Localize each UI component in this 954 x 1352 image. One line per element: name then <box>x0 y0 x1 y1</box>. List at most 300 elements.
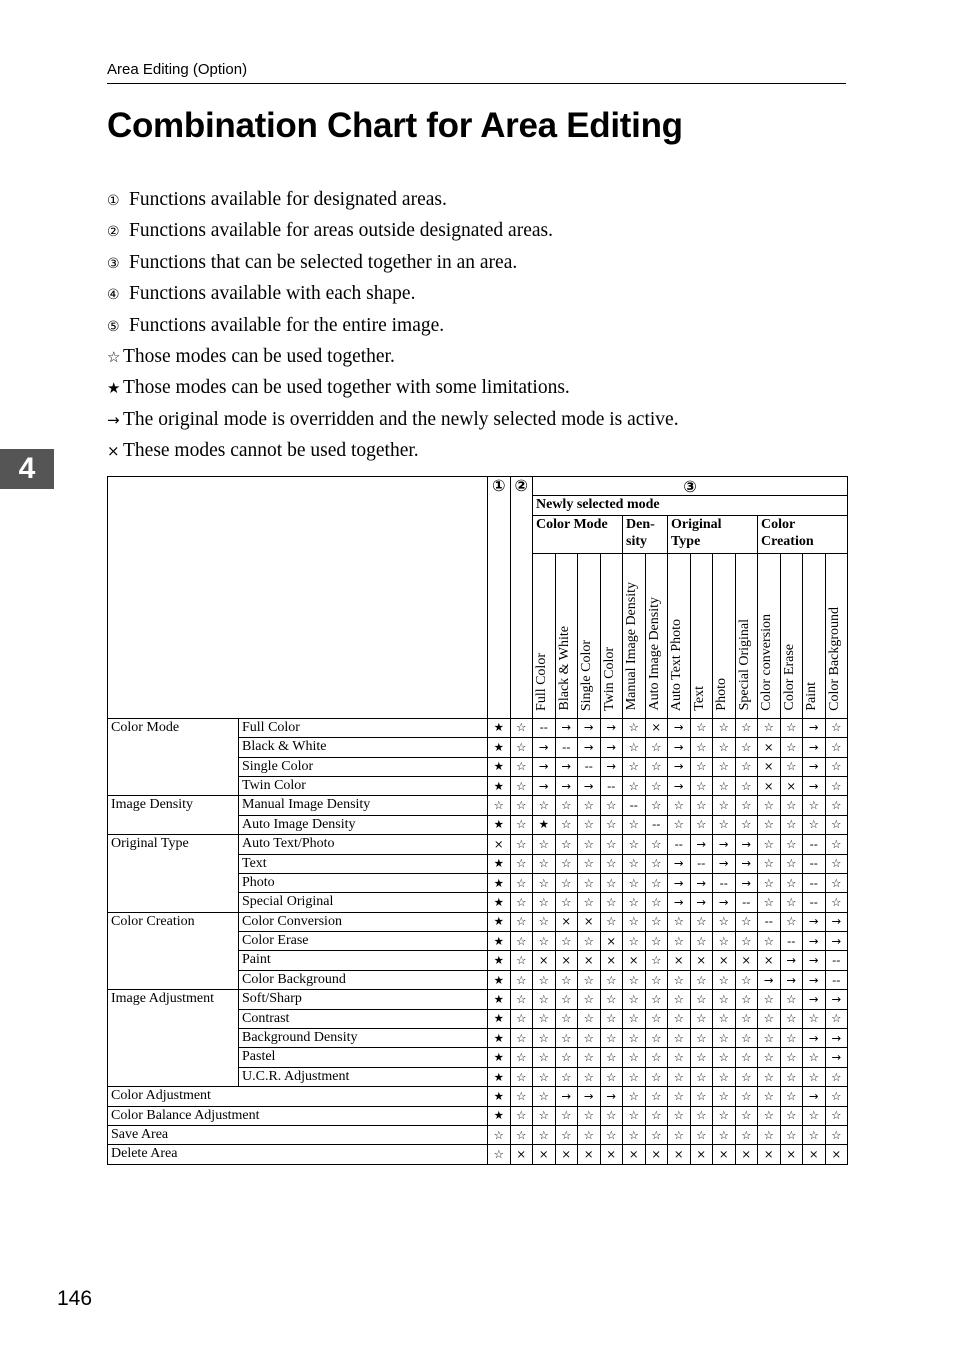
table-cell: ☆ <box>578 1009 601 1028</box>
table-cell: ☆ <box>623 970 646 989</box>
table-cell: → <box>555 1087 578 1106</box>
table-cell: ☆ <box>713 990 736 1009</box>
table-cell: → <box>803 776 826 795</box>
table-cell: ☆ <box>668 796 691 815</box>
table-cell: → <box>668 738 691 757</box>
table-cell: ☆ <box>713 1048 736 1067</box>
table-cell: ☆ <box>645 970 668 989</box>
table-cell: ☆ <box>780 835 803 854</box>
table-cell: ☆ <box>600 1125 623 1144</box>
table-cell: ☆ <box>758 873 781 892</box>
table-cell: → <box>803 718 826 737</box>
header-circle-1: ① <box>488 477 511 719</box>
table-cell: ☆ <box>645 1029 668 1048</box>
table-cell: ☆ <box>623 1067 646 1086</box>
table-cell: ☆ <box>645 776 668 795</box>
table-cell: ☆ <box>690 1087 713 1106</box>
table-cell: ★ <box>488 893 511 912</box>
table-cell: ☆ <box>510 738 533 757</box>
table-cell: ☆ <box>803 815 826 834</box>
table-cell: ☆ <box>780 1029 803 1048</box>
table-cell: ☆ <box>578 1029 601 1048</box>
column-header <box>803 553 826 718</box>
table-cell: ☆ <box>510 854 533 873</box>
column-header-label: Color Background <box>826 606 842 711</box>
table-cell: × <box>825 1145 848 1164</box>
row-label: Photo <box>239 873 488 892</box>
table-cell: → <box>555 776 578 795</box>
table-cell: ★ <box>488 873 511 892</box>
table-cell: ☆ <box>758 1125 781 1144</box>
table-cell: ☆ <box>780 718 803 737</box>
table-cell: ☆ <box>645 796 668 815</box>
column-header-label: Color Erase <box>781 644 797 711</box>
chapter-tab: 4 <box>0 449 54 489</box>
row-label: Black & White <box>239 738 488 757</box>
table-cell: × <box>555 951 578 970</box>
table-cell: ☆ <box>555 932 578 951</box>
table-cell: ★ <box>488 1009 511 1028</box>
table-cell: ☆ <box>533 932 556 951</box>
legend-item <box>107 343 679 374</box>
table-cell: ☆ <box>623 776 646 795</box>
table-cell: ☆ <box>735 718 758 737</box>
table-cell: ☆ <box>600 796 623 815</box>
table-cell: × <box>758 776 781 795</box>
table-cell: ☆ <box>668 1125 691 1144</box>
table-cell: ☆ <box>735 757 758 776</box>
table-cell: ☆ <box>510 1009 533 1028</box>
table-cell: ☆ <box>713 738 736 757</box>
table-cell: ☆ <box>758 990 781 1009</box>
table-cell: ☆ <box>555 1048 578 1067</box>
table-cell: -- <box>713 873 736 892</box>
column-header <box>825 553 848 718</box>
row-label: Pastel <box>239 1048 488 1067</box>
table-cell: ☆ <box>668 970 691 989</box>
row-group-label: Image Density <box>108 796 239 835</box>
table-cell: × <box>758 951 781 970</box>
table-cell: × <box>510 1145 533 1164</box>
table-cell: ☆ <box>780 873 803 892</box>
table-cell: ☆ <box>645 1087 668 1106</box>
column-header-label: Paint <box>804 682 819 711</box>
table-cell: ☆ <box>690 796 713 815</box>
table-cell: ☆ <box>780 1087 803 1106</box>
table-cell: ☆ <box>825 815 848 834</box>
table-cell: ☆ <box>690 738 713 757</box>
table-cell: ☆ <box>533 990 556 1009</box>
legend-text: Those modes can be used together. <box>123 345 395 367</box>
table-cell: -- <box>735 893 758 912</box>
table-cell: ☆ <box>510 718 533 737</box>
table-cell: ☆ <box>533 873 556 892</box>
table-cell: ☆ <box>825 718 848 737</box>
table-cell: ☆ <box>713 1009 736 1028</box>
table-cell: ☆ <box>825 835 848 854</box>
table-cell: ☆ <box>690 718 713 737</box>
table-cell: → <box>668 873 691 892</box>
table-cell: → <box>690 893 713 912</box>
table-cell: ☆ <box>578 932 601 951</box>
legend-item <box>107 437 679 468</box>
table-cell: ★ <box>488 970 511 989</box>
table-cell: × <box>600 932 623 951</box>
table-cell: ★ <box>488 854 511 873</box>
table-cell: ☆ <box>600 912 623 931</box>
table-cell: -- <box>825 970 848 989</box>
table-cell: ★ <box>488 951 511 970</box>
white-star-icon: ☆ <box>107 347 121 366</box>
table-cell: × <box>735 951 758 970</box>
table-cell: ☆ <box>578 1067 601 1086</box>
table-cell: → <box>735 854 758 873</box>
table-cell: → <box>600 1087 623 1106</box>
table-cell: ☆ <box>735 815 758 834</box>
table-cell: ☆ <box>780 757 803 776</box>
combination-chart-table <box>107 476 848 1165</box>
column-header <box>690 553 713 718</box>
table-cell: ☆ <box>735 1067 758 1086</box>
table-cell: ☆ <box>735 912 758 931</box>
legend-text: Functions available for the entire image. <box>129 314 445 336</box>
column-header <box>713 553 736 718</box>
legend-text: Functions available with each shape. <box>129 283 416 305</box>
table-cell: ☆ <box>713 932 736 951</box>
table-cell: ☆ <box>735 1106 758 1125</box>
table-cell: ☆ <box>510 1087 533 1106</box>
table-cell: → <box>668 757 691 776</box>
table-cell: ☆ <box>758 893 781 912</box>
row-label: Manual Image Density <box>239 796 488 815</box>
table-cell: ☆ <box>510 776 533 795</box>
table-cell: ★ <box>533 815 556 834</box>
table-cell: ☆ <box>780 815 803 834</box>
table-cell: ★ <box>488 932 511 951</box>
table-cell: ★ <box>488 912 511 931</box>
table-cell: ☆ <box>533 1048 556 1067</box>
table-cell: ☆ <box>668 932 691 951</box>
legend-text: Those modes can be used together with some limitations. <box>123 377 570 399</box>
table-cell: ☆ <box>668 1106 691 1125</box>
legend-text: Functions available for designated areas. <box>129 189 447 210</box>
table-cell: -- <box>600 776 623 795</box>
table-cell: → <box>600 738 623 757</box>
table-cell: ☆ <box>645 1009 668 1028</box>
table-cell: ☆ <box>600 970 623 989</box>
table-cell: -- <box>803 835 826 854</box>
table-cell: ☆ <box>623 912 646 931</box>
table-cell: → <box>780 970 803 989</box>
table-cell: × <box>758 1145 781 1164</box>
table-cell: × <box>488 835 511 854</box>
legend-item <box>107 249 679 280</box>
legend-text: These modes cannot be used together. <box>123 440 419 462</box>
table-cell: ☆ <box>623 990 646 1009</box>
table-cell: ☆ <box>623 1048 646 1067</box>
row-label: Twin Color <box>239 776 488 795</box>
table-cell: ☆ <box>803 1067 826 1086</box>
table-cell: ☆ <box>803 1009 826 1028</box>
table-cell: × <box>600 1145 623 1164</box>
column-header <box>578 553 601 718</box>
table-cell: ☆ <box>510 757 533 776</box>
table-cell: ☆ <box>533 1106 556 1125</box>
table-cell: -- <box>668 835 691 854</box>
table-cell: ☆ <box>713 815 736 834</box>
table-cell: ☆ <box>825 1125 848 1144</box>
table-cell: → <box>533 776 556 795</box>
table-cell: → <box>803 932 826 951</box>
table-cell: ☆ <box>555 970 578 989</box>
table-cell: ☆ <box>645 1067 668 1086</box>
legend-text: Functions available for areas outside designated areas. <box>129 220 553 242</box>
table-cell: ☆ <box>803 1125 826 1144</box>
column-group-header: Original Type <box>668 515 758 553</box>
table-cell: ★ <box>488 738 511 757</box>
column-header-label: Text <box>691 686 707 711</box>
table-cell: → <box>600 757 623 776</box>
table-cell: × <box>735 1145 758 1164</box>
table-cell: ☆ <box>645 835 668 854</box>
table-cell: ☆ <box>623 718 646 737</box>
table-cell: ☆ <box>780 854 803 873</box>
table-cell: ☆ <box>758 718 781 737</box>
table-cell: ☆ <box>578 796 601 815</box>
table-cell: ★ <box>488 990 511 1009</box>
table-cell: ☆ <box>735 1048 758 1067</box>
table-row <box>108 835 848 854</box>
legend-list <box>107 186 679 469</box>
table-cell: ☆ <box>713 970 736 989</box>
table-cell: ☆ <box>758 1009 781 1028</box>
table-cell: ☆ <box>510 1029 533 1048</box>
legend-text: Functions that can be selected together in an area. <box>129 251 518 273</box>
row-group-label: Color Creation <box>108 912 239 990</box>
table-cell: × <box>600 951 623 970</box>
table-cell: ☆ <box>825 1087 848 1106</box>
table-cell: ☆ <box>623 932 646 951</box>
table-cell: ☆ <box>488 1125 511 1144</box>
table-cell: ☆ <box>555 854 578 873</box>
table-cell: ☆ <box>690 1029 713 1048</box>
table-row <box>108 990 848 1009</box>
table-cell: ☆ <box>600 1029 623 1048</box>
table-cell: ☆ <box>510 835 533 854</box>
table-cell: → <box>713 893 736 912</box>
table-cell: ☆ <box>645 1125 668 1144</box>
table-cell: ☆ <box>713 912 736 931</box>
table-cell: ☆ <box>713 1087 736 1106</box>
table-cell: ☆ <box>555 873 578 892</box>
row-label: Auto Image Density <box>239 815 488 834</box>
table-cell: ☆ <box>510 1067 533 1086</box>
circled-4-icon: ④ <box>107 287 120 304</box>
table-cell: -- <box>690 854 713 873</box>
table-cell: ☆ <box>690 1067 713 1086</box>
table-cell: → <box>825 912 848 931</box>
table-cell: ☆ <box>668 1048 691 1067</box>
table-cell: ☆ <box>510 1106 533 1125</box>
table-cell: × <box>668 951 691 970</box>
table-cell: ☆ <box>803 1048 826 1067</box>
table-cell: → <box>803 990 826 1009</box>
table-cell: -- <box>758 912 781 931</box>
table-cell: ☆ <box>578 1048 601 1067</box>
table-cell: ☆ <box>623 815 646 834</box>
table-cell: → <box>668 776 691 795</box>
table-cell: × <box>713 951 736 970</box>
table-cell: ☆ <box>690 932 713 951</box>
table-cell: × <box>533 951 556 970</box>
table-cell: ☆ <box>623 1029 646 1048</box>
table-cell: ☆ <box>690 1125 713 1144</box>
row-label: Color Conversion <box>239 912 488 931</box>
table-cell: ☆ <box>780 893 803 912</box>
table-cell: × <box>690 1145 713 1164</box>
table-cell: ☆ <box>758 932 781 951</box>
table-cell: ☆ <box>690 1106 713 1125</box>
column-header <box>758 553 781 718</box>
table-cell: → <box>803 1087 826 1106</box>
table-cell: ☆ <box>735 970 758 989</box>
running-head: Area Editing (Option) <box>107 61 248 78</box>
table-cell: → <box>533 757 556 776</box>
table-cell: → <box>668 854 691 873</box>
table-cell: ☆ <box>578 1125 601 1144</box>
row-label: Color Adjustment <box>108 1087 488 1106</box>
column-header <box>735 553 758 718</box>
table-cell: ☆ <box>533 1029 556 1048</box>
table-cell: → <box>668 893 691 912</box>
table-row <box>108 1087 848 1106</box>
table-cell: ☆ <box>780 796 803 815</box>
table-cell: ☆ <box>780 1106 803 1125</box>
column-header-label: Color conversion <box>759 613 774 711</box>
table-cell: ☆ <box>713 1125 736 1144</box>
table-cell: ☆ <box>510 815 533 834</box>
table-cell: ☆ <box>713 757 736 776</box>
table-cell: → <box>555 718 578 737</box>
table-cell: ☆ <box>488 796 511 815</box>
column-header <box>600 553 623 718</box>
column-group-header: Den- sity <box>623 515 668 553</box>
table-cell: → <box>668 718 691 737</box>
table-cell: -- <box>825 951 848 970</box>
header-circle-2: ② <box>510 477 533 719</box>
table-cell: ☆ <box>780 1048 803 1067</box>
table-cell: → <box>825 1048 848 1067</box>
table-cell: ☆ <box>758 1029 781 1048</box>
table-cell: ☆ <box>735 990 758 1009</box>
header-corner <box>108 477 488 719</box>
table-cell: × <box>555 1145 578 1164</box>
table-cell: ☆ <box>645 873 668 892</box>
table-cell: -- <box>803 873 826 892</box>
table-cell: → <box>803 738 826 757</box>
table-cell: → <box>533 738 556 757</box>
table-cell: ☆ <box>510 796 533 815</box>
table-cell: ☆ <box>645 990 668 1009</box>
table-cell: ☆ <box>623 873 646 892</box>
table-cell: ☆ <box>578 970 601 989</box>
table-cell: ☆ <box>488 1145 511 1164</box>
header-circle-3: ③ <box>533 477 848 496</box>
table-cell: ☆ <box>825 854 848 873</box>
legend-item <box>107 312 679 343</box>
column-header-label: Manual Image Density <box>624 582 639 711</box>
table-cell: ☆ <box>600 893 623 912</box>
table-cell: ☆ <box>533 854 556 873</box>
header-rule <box>107 83 846 84</box>
legend-item <box>107 217 679 248</box>
table-cell: ☆ <box>623 1009 646 1028</box>
table-row <box>108 1106 848 1125</box>
row-label: Delete Area <box>108 1145 488 1164</box>
circled-2-icon: ② <box>107 224 120 241</box>
arrow-right-icon: → <box>107 410 120 429</box>
table-cell: ☆ <box>668 1029 691 1048</box>
table-cell: × <box>645 1145 668 1164</box>
table-cell: ☆ <box>735 1009 758 1028</box>
row-label: Single Color <box>239 757 488 776</box>
row-label: Contrast <box>239 1009 488 1028</box>
table-cell: → <box>578 718 601 737</box>
column-header <box>645 553 668 718</box>
column-header <box>668 553 691 718</box>
row-label: Background Density <box>239 1029 488 1048</box>
table-cell: ☆ <box>758 1067 781 1086</box>
table-cell: ☆ <box>713 776 736 795</box>
table-cell: ☆ <box>510 1048 533 1067</box>
table-cell: ☆ <box>645 1048 668 1067</box>
row-label: Color Background <box>239 970 488 989</box>
column-header <box>780 553 803 718</box>
table-cell: × <box>555 912 578 931</box>
table-cell: × <box>758 738 781 757</box>
table-cell: -- <box>780 932 803 951</box>
column-header-label: Single Color <box>579 639 594 711</box>
table-cell: ☆ <box>825 873 848 892</box>
column-header-label: Twin Color <box>601 646 617 711</box>
table-cell: ☆ <box>510 893 533 912</box>
row-label: Color Erase <box>239 932 488 951</box>
newly-selected-header: Newly selected mode <box>533 496 848 515</box>
table-cell: ☆ <box>735 932 758 951</box>
table-cell: ☆ <box>690 990 713 1009</box>
table-cell: -- <box>623 796 646 815</box>
table-cell: -- <box>803 854 826 873</box>
table-cell: ☆ <box>555 835 578 854</box>
table-cell: ☆ <box>578 893 601 912</box>
table-cell: → <box>735 873 758 892</box>
table-cell: ☆ <box>555 990 578 1009</box>
table-cell: ☆ <box>713 1029 736 1048</box>
table-cell: → <box>713 835 736 854</box>
table-cell: ☆ <box>735 1029 758 1048</box>
table-cell: × <box>578 1145 601 1164</box>
table-cell: ☆ <box>690 757 713 776</box>
row-label: Soft/Sharp <box>239 990 488 1009</box>
table-cell: ☆ <box>825 757 848 776</box>
table-cell: ★ <box>488 1087 511 1106</box>
table-cell: ☆ <box>690 970 713 989</box>
table-cell: ☆ <box>758 854 781 873</box>
table-cell: ☆ <box>645 1106 668 1125</box>
table-cell: ☆ <box>600 1106 623 1125</box>
table-cell: → <box>578 1087 601 1106</box>
table-cell: ★ <box>488 776 511 795</box>
